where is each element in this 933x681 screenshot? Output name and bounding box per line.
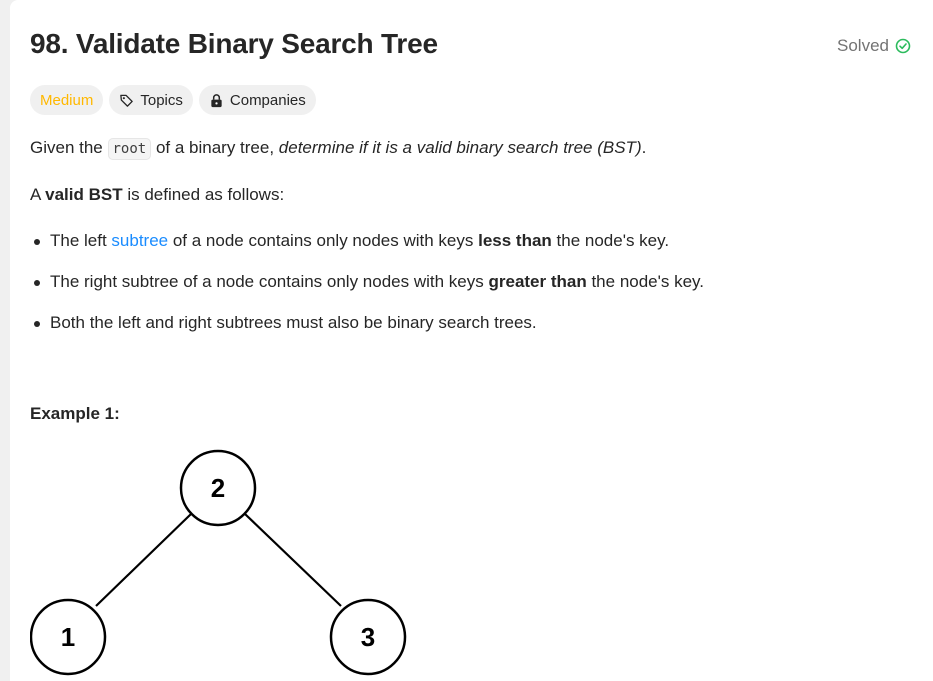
solved-label: Solved bbox=[837, 36, 889, 55]
rules-list bbox=[30, 227, 913, 337]
intro-emphasis: determine if it is a valid binary search tree (BST) bbox=[278, 138, 642, 157]
tree-node-root-label: 2 bbox=[210, 473, 226, 503]
rule-text: of a node contains only nodes with keys bbox=[168, 231, 479, 250]
tree-node-left-label: 1 bbox=[60, 622, 76, 652]
lock-icon bbox=[209, 93, 224, 108]
intro-paragraph bbox=[30, 134, 913, 163]
definition-text: is defined as follows: bbox=[122, 185, 285, 204]
rule-text: the node's key. bbox=[551, 231, 670, 250]
solved-status bbox=[837, 36, 911, 56]
example-title: Example 1: bbox=[30, 404, 120, 423]
list-item bbox=[50, 268, 913, 296]
check-circle-icon bbox=[895, 38, 911, 54]
rule-text: the node's key. bbox=[586, 272, 705, 291]
companies-button[interactable] bbox=[199, 85, 316, 115]
tag-row bbox=[30, 85, 316, 115]
description-panel bbox=[10, 0, 933, 681]
list-item bbox=[50, 227, 913, 255]
list-item bbox=[50, 309, 913, 337]
example-tree-image bbox=[30, 448, 430, 681]
tag-icon bbox=[119, 93, 134, 108]
root-code: root bbox=[108, 138, 152, 160]
subtree-link[interactable]: subtree bbox=[111, 231, 169, 250]
difficulty-badge: Medium bbox=[30, 85, 103, 115]
rule-text: Both the left and right subtrees must also be binary search trees. bbox=[50, 313, 537, 332]
definition-bold: valid BST bbox=[45, 185, 123, 204]
tree-node-right-label: 3 bbox=[360, 622, 376, 652]
tree-edge-left bbox=[96, 514, 191, 606]
topics-button[interactable] bbox=[109, 85, 193, 115]
intro-text: of a binary tree, bbox=[151, 138, 279, 157]
problem-title[interactable]: 98. Validate Binary Search Tree bbox=[30, 28, 438, 59]
title-row bbox=[30, 28, 911, 68]
intro-text: . bbox=[641, 138, 647, 157]
rule-text: The left bbox=[50, 231, 112, 250]
topics-label: Topics bbox=[140, 91, 183, 109]
companies-label: Companies bbox=[229, 91, 306, 109]
problem-description bbox=[30, 134, 913, 350]
definition-paragraph bbox=[30, 181, 913, 209]
rule-bold: greater than bbox=[488, 272, 587, 291]
intro-text: Given the bbox=[30, 138, 108, 157]
rule-bold: less than bbox=[478, 231, 552, 250]
tree-edge-right bbox=[245, 514, 341, 606]
definition-text: A bbox=[30, 185, 46, 204]
rule-text: The right subtree of a node contains only nodes with keys bbox=[50, 272, 489, 291]
